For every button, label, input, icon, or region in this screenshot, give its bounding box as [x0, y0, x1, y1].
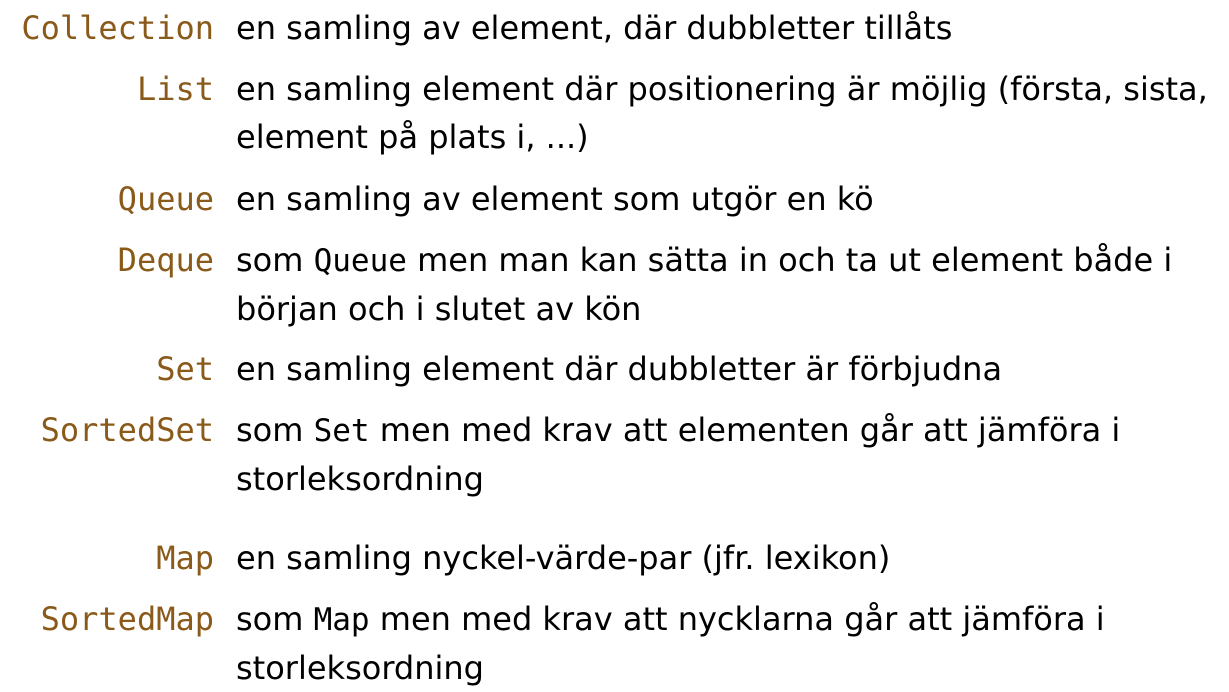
- term-collection: Collection: [21, 9, 214, 47]
- description-line: [236, 406, 1226, 455]
- description-text: som: [236, 411, 314, 449]
- term-map: Map: [156, 539, 214, 577]
- term-set: Set: [156, 350, 214, 388]
- description-line: storleksordning: [236, 649, 484, 687]
- inline-code: Queue: [313, 243, 407, 279]
- description-line: en samling element där positionering är möjlig (första, sista,: [236, 70, 1208, 108]
- description-line: [236, 595, 1226, 644]
- term-list: List: [136, 70, 214, 108]
- inline-code: Set: [313, 413, 370, 449]
- description-line: en samling av element som utgör en kö: [236, 180, 874, 218]
- term-queue: Queue: [117, 180, 214, 218]
- description-sortedset: [236, 406, 1226, 503]
- description-text: men med krav att nycklarna går att jämföra i: [369, 600, 1105, 638]
- description-line: början och i slutet av kön: [236, 290, 642, 328]
- term-deque: Deque: [117, 241, 214, 279]
- description-line: storleksordning: [236, 460, 484, 498]
- description-sortedmap: [236, 595, 1226, 692]
- description-map: [236, 534, 1226, 582]
- description-collection: [236, 4, 1226, 52]
- description-line: en samling nyckel-värde-par (jfr. lexikon): [236, 539, 891, 577]
- description-line: [236, 236, 1226, 285]
- description-list: [236, 65, 1226, 161]
- description-text: som: [236, 241, 314, 279]
- description-text: som: [236, 600, 314, 638]
- description-text: men man kan sätta in och ta ut element både i: [406, 241, 1173, 279]
- term-sortedmap: SortedMap: [40, 600, 214, 638]
- description-queue: [236, 175, 1226, 223]
- inline-code: Map: [313, 602, 370, 638]
- description-text: men med krav att elementen går att jämföra i: [369, 411, 1121, 449]
- description-deque: [236, 236, 1226, 333]
- description-line: en samling av element, där dubbletter tillåts: [236, 9, 953, 47]
- term-sortedset: SortedSet: [40, 411, 214, 449]
- description-set: [236, 345, 1226, 393]
- description-line: en samling element där dubbletter är förbjudna: [236, 350, 1003, 388]
- description-line: element på plats i, ...): [236, 118, 589, 156]
